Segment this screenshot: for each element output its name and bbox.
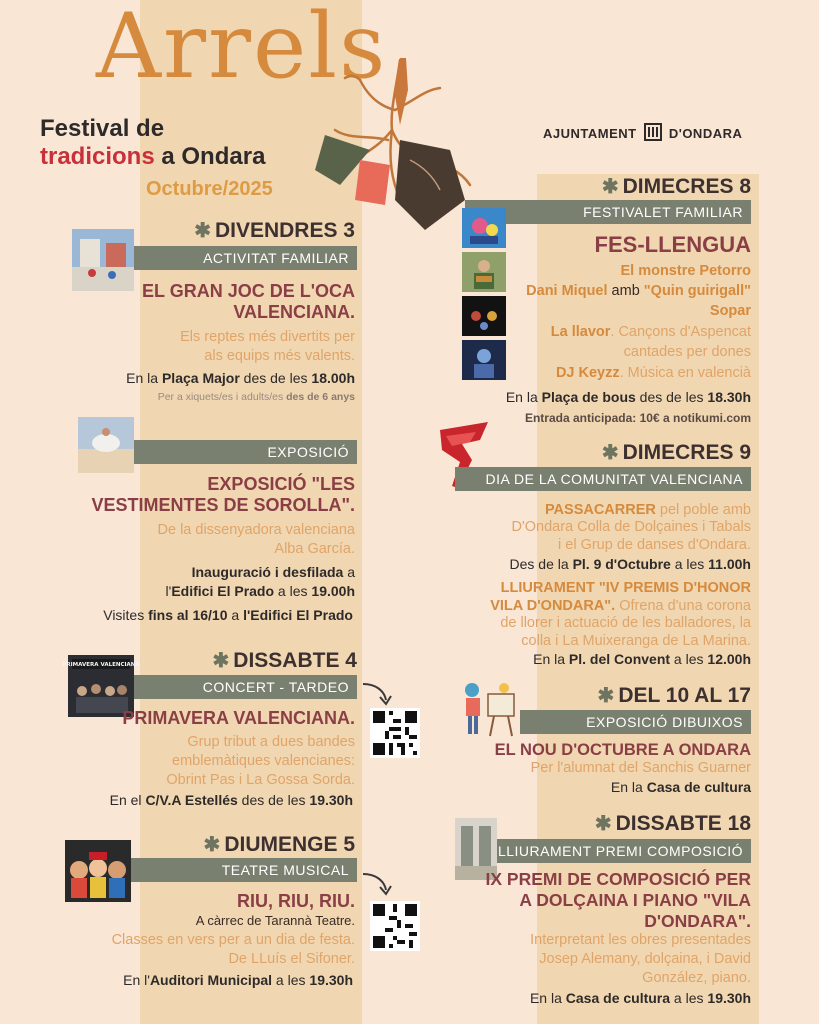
event-location: En la Casa de cultura bbox=[610, 779, 751, 795]
event-title-line: IX PREMI DE COMPOSICIÓ PER bbox=[485, 869, 751, 889]
event-category-band: EXPOSICIÓ DIBUIXOS bbox=[520, 710, 751, 734]
event-title-line: D'ONDARA". bbox=[644, 911, 751, 931]
event-description-line: Classes en vers per a un dia de festa. bbox=[111, 932, 355, 948]
qr-code-icon bbox=[373, 904, 417, 948]
title-part-grey: els bbox=[253, 0, 388, 99]
performer-photo bbox=[462, 252, 506, 292]
organizer-name-right: D'ONDARA bbox=[668, 126, 743, 141]
event-location-time: En la Pl. del Convent a les 12.00h bbox=[533, 651, 751, 667]
event-day: ✱ DIVENDRES 3 bbox=[194, 219, 355, 242]
band-photo-text: PRIMAVERA VALENCIANA bbox=[62, 662, 140, 668]
event-day: ✱ DISSABTE 4 bbox=[212, 649, 357, 672]
event-description-line: Interpretant les obres presentades bbox=[530, 932, 751, 948]
event-description-line: emblemàtiques valencianes: bbox=[172, 753, 355, 769]
event-description-line: Grup tribut a dues bandes bbox=[187, 734, 355, 750]
event-description-line: colla i La Muixeranga de La Marina. bbox=[521, 633, 751, 649]
event-location-time: En el C/V.A Estellés des de les 19.30h bbox=[109, 792, 353, 808]
performer-photo bbox=[462, 340, 506, 380]
event-category-band: DIA DE LA COMUNITAT VALENCIANA bbox=[455, 467, 751, 491]
event-visits: Visites fins al 16/10 a l'Edifici El Prado bbox=[103, 607, 353, 623]
organizer-logo bbox=[543, 123, 742, 141]
festival-subtitle-rest: a Ondara bbox=[154, 143, 266, 170]
event-title-line: VALENCIANA. bbox=[233, 302, 355, 322]
ticket-note: Entrada anticipada: 10€ a notikumi.com bbox=[524, 411, 751, 425]
event-location-time: En l'Auditori Municipal a les 19.30h bbox=[123, 972, 353, 988]
arrow-icon bbox=[360, 870, 394, 898]
theatre-photo bbox=[65, 840, 131, 902]
asterisk-icon: ✱ bbox=[601, 442, 619, 464]
asterisk-icon: ✱ bbox=[601, 176, 619, 198]
event-description-line: als equips més valents. bbox=[204, 348, 355, 364]
event-description-line: De LLuís el Sifoner. bbox=[228, 951, 355, 967]
event-category-band: ACTIVITAT FAMILIAR bbox=[75, 246, 357, 270]
arrow-icon bbox=[360, 680, 394, 708]
event-inauguration: Inauguració i desfilada a bbox=[191, 564, 355, 580]
event-location-time: En la Plaça Major des de les 18.00h bbox=[126, 370, 355, 386]
event-title: PRIMAVERA VALENCIANA. bbox=[122, 708, 355, 728]
asterisk-icon: ✱ bbox=[212, 650, 230, 672]
event-category-band: EXPOSICIÓ bbox=[78, 440, 357, 464]
event-day: ✱ DIMECRES 9 bbox=[601, 441, 751, 464]
roots-illustration bbox=[300, 50, 490, 235]
event-title-line: EL GRAN JOC DE L'OCA bbox=[142, 281, 355, 301]
program-item: El monstre Petorro bbox=[620, 263, 751, 279]
organizer-name-left: AJUNTAMENT bbox=[543, 126, 637, 141]
children-game-photo bbox=[72, 229, 134, 291]
program-item: Sopar bbox=[709, 303, 751, 319]
program-item: La llavor. Cançons d'Aspencat bbox=[550, 324, 751, 340]
event-description: PASSACARRER pel poble amb bbox=[544, 502, 751, 518]
event-title-line: LLIURAMENT "IV PREMIS D'HONOR bbox=[500, 580, 751, 596]
event-day: ✱ DISSABTE 18 bbox=[594, 812, 751, 835]
event-description-line: Josep Alemany, dolçaina, i David bbox=[539, 951, 751, 967]
event-location-time: En la Plaça de bous des de les 18.30h bbox=[505, 389, 751, 405]
event-category-band: FESTIVALET FAMILIAR bbox=[465, 200, 751, 224]
event-title: EL NOU D'OCTUBRE A ONDARA bbox=[494, 741, 751, 759]
program-item: DJ Keyzz. Música en valencià bbox=[555, 365, 751, 381]
event-location-time: l'Edifici El Prado a les 19.00h bbox=[165, 583, 355, 599]
program-item: Dani Miquel amb "Quin guirigall" bbox=[526, 283, 751, 299]
program-item-line: cantades per dones bbox=[623, 344, 751, 360]
event-day: ✱ DIUMENGE 5 bbox=[203, 833, 355, 856]
event-description-line: de llorer i actuació de les balladores, la bbox=[500, 615, 751, 631]
qr-code[interactable] bbox=[370, 708, 420, 758]
event-description-line: D'Ondara Colla de Dolçaines i Tabals bbox=[511, 519, 751, 535]
event-title: RIU, RIU, RIU. bbox=[236, 891, 355, 911]
qr-code[interactable] bbox=[370, 901, 420, 951]
event-title-line: A DOLÇAINA I PIANO "VILA bbox=[519, 890, 751, 910]
performer-photo bbox=[462, 208, 506, 248]
festival-subtitle-line1: Festival de bbox=[40, 115, 165, 142]
event-category-band: CONCERT - TARDEO bbox=[70, 675, 357, 699]
festival-date: Octubre/2025 bbox=[146, 178, 273, 200]
performer-photo bbox=[462, 296, 506, 336]
asterisk-icon: ✱ bbox=[597, 685, 615, 707]
festival-subtitle-highlight: tradicions bbox=[40, 143, 155, 170]
exhibition-photo bbox=[78, 417, 134, 473]
asterisk-icon: ✱ bbox=[203, 834, 221, 856]
event-title: FES-LLENGUA bbox=[594, 232, 751, 257]
event-description-line: Els reptes més divertits per bbox=[180, 329, 355, 345]
event-title-line: VESTIMENTES DE SOROLLA". bbox=[91, 495, 355, 515]
event-description-line: Alba García. bbox=[274, 541, 355, 557]
qr-code-icon bbox=[373, 711, 417, 755]
event-description-line: González, piano. bbox=[642, 970, 751, 986]
asterisk-icon: ✱ bbox=[594, 813, 612, 835]
event-description-line: i el Grup de danses d'Ondara. bbox=[558, 537, 751, 553]
event-title-line: EXPOSICIÓ "LES bbox=[207, 474, 355, 494]
drawing-illustration bbox=[458, 680, 524, 738]
event-audience-note: Per a xiquets/es i adults/es des de 6 anys bbox=[157, 391, 355, 403]
event-description-line: De la dissenyadora valenciana bbox=[157, 522, 355, 538]
event-location-time: Des de la Pl. 9 d'Octubre a les 11.00h bbox=[509, 556, 751, 572]
event-category-band: TEATRE MUSICAL bbox=[68, 858, 357, 882]
event-day: ✱ DEL 10 AL 17 bbox=[597, 684, 751, 707]
event-day: ✱ DIMECRES 8 bbox=[601, 175, 751, 198]
event-author: A càrrec de Tarannà Teatre. bbox=[195, 913, 355, 928]
festival-subtitle-line2 bbox=[40, 145, 265, 169]
asterisk-icon: ✱ bbox=[194, 220, 211, 242]
title-part-orange: Arr bbox=[96, 0, 254, 99]
event-description: Per l'alumnat del Sanchis Guarner bbox=[530, 760, 751, 776]
event-category-band: LLIURAMENT PREMI COMPOSICIÓ bbox=[497, 839, 751, 863]
event-description: VILA D'ONDARA". Ofrena d'una corona bbox=[490, 598, 751, 614]
event-location-time: En la Casa de cultura a les 19.30h bbox=[529, 990, 751, 1006]
event-description-line: Obrint Pas i La Gossa Sorda. bbox=[166, 772, 355, 788]
town-crest-icon bbox=[644, 123, 662, 141]
